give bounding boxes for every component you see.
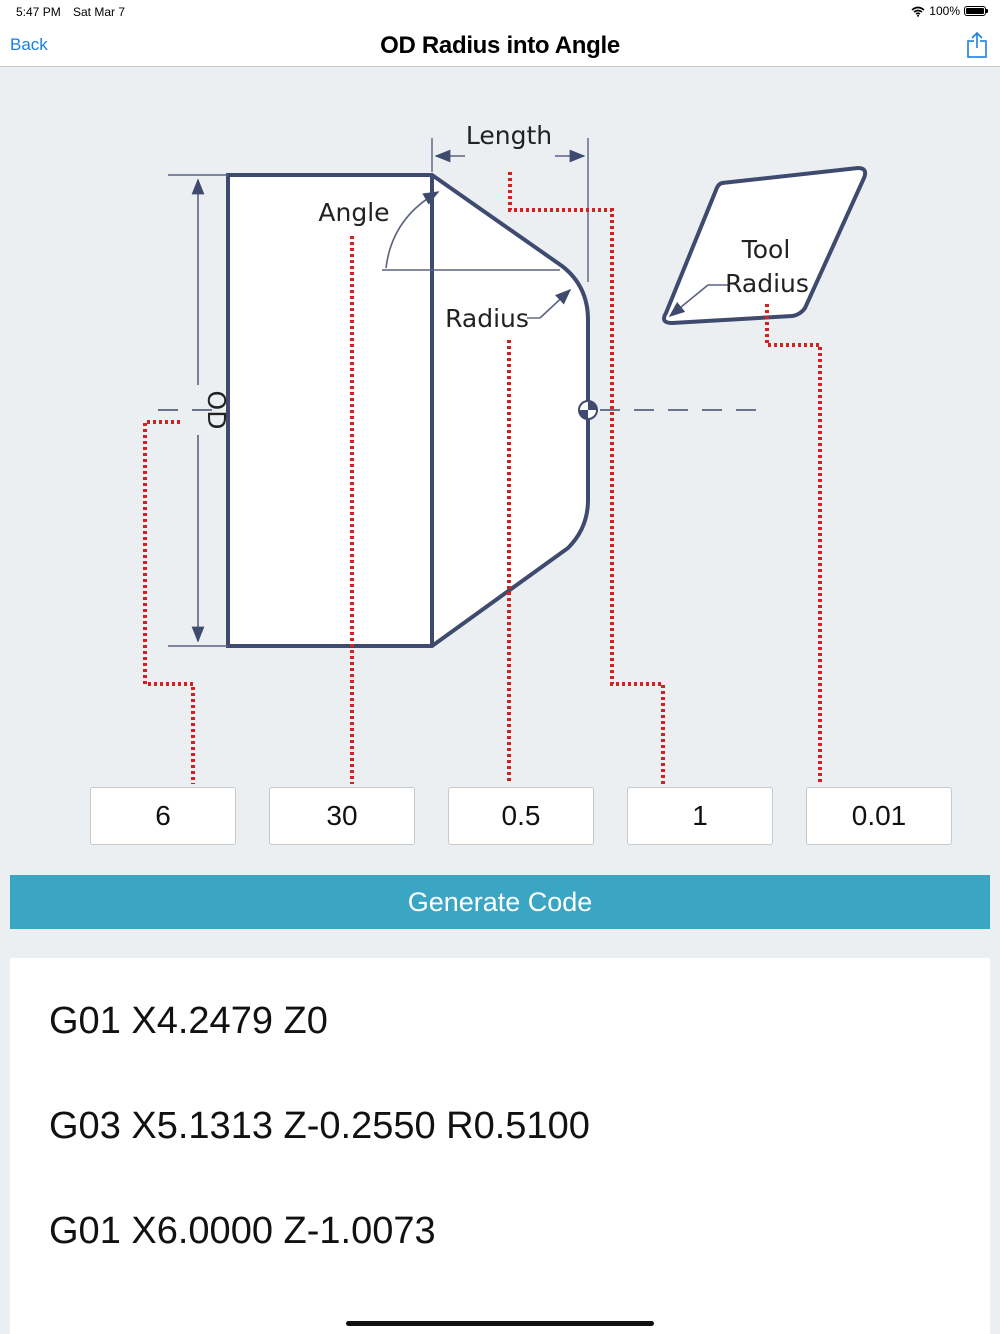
tool-radius-input[interactable]: 0.01 (806, 787, 952, 845)
battery-icon (964, 6, 986, 16)
code-line: G01 X6.0000 Z-1.0073 (49, 1210, 436, 1252)
angle-label: Angle (318, 198, 390, 227)
tool-label-line2: Radius (725, 269, 809, 298)
home-indicator[interactable] (346, 1321, 654, 1326)
status-time: 5:47 PM (16, 5, 61, 19)
share-icon[interactable] (966, 32, 988, 58)
part-outline (228, 175, 588, 646)
tool-label-line1: Tool (741, 235, 791, 264)
length-label: Length (465, 121, 553, 150)
center-target-icon (579, 401, 597, 419)
status-bar (0, 0, 1000, 24)
tool-radius-leader-line (767, 304, 820, 784)
back-button[interactable]: Back (10, 35, 48, 54)
radius-label: Radius (445, 304, 529, 333)
status-date: Sat Mar 7 (73, 5, 126, 19)
wifi-icon (911, 6, 925, 17)
od-input[interactable]: 6 (90, 787, 236, 845)
code-line: G03 X5.1313 Z-0.2550 R0.5100 (49, 1105, 590, 1147)
navigation-bar (0, 24, 1000, 67)
od-leader-line (145, 422, 193, 784)
generate-code-button[interactable]: Generate Code (10, 875, 990, 929)
page-title: OD Radius into Angle (380, 32, 620, 59)
angle-input[interactable]: 30 (269, 787, 415, 845)
od-label: OD (202, 390, 231, 430)
battery-percent: 100% (929, 4, 960, 18)
code-output-panel (10, 958, 990, 1334)
status-right (911, 4, 986, 18)
part-diagram (0, 67, 1000, 787)
code-line: G01 X4.2479 Z0 (49, 1000, 328, 1042)
radius-input[interactable]: 0.5 (448, 787, 594, 845)
length-input[interactable]: 1 (627, 787, 773, 845)
